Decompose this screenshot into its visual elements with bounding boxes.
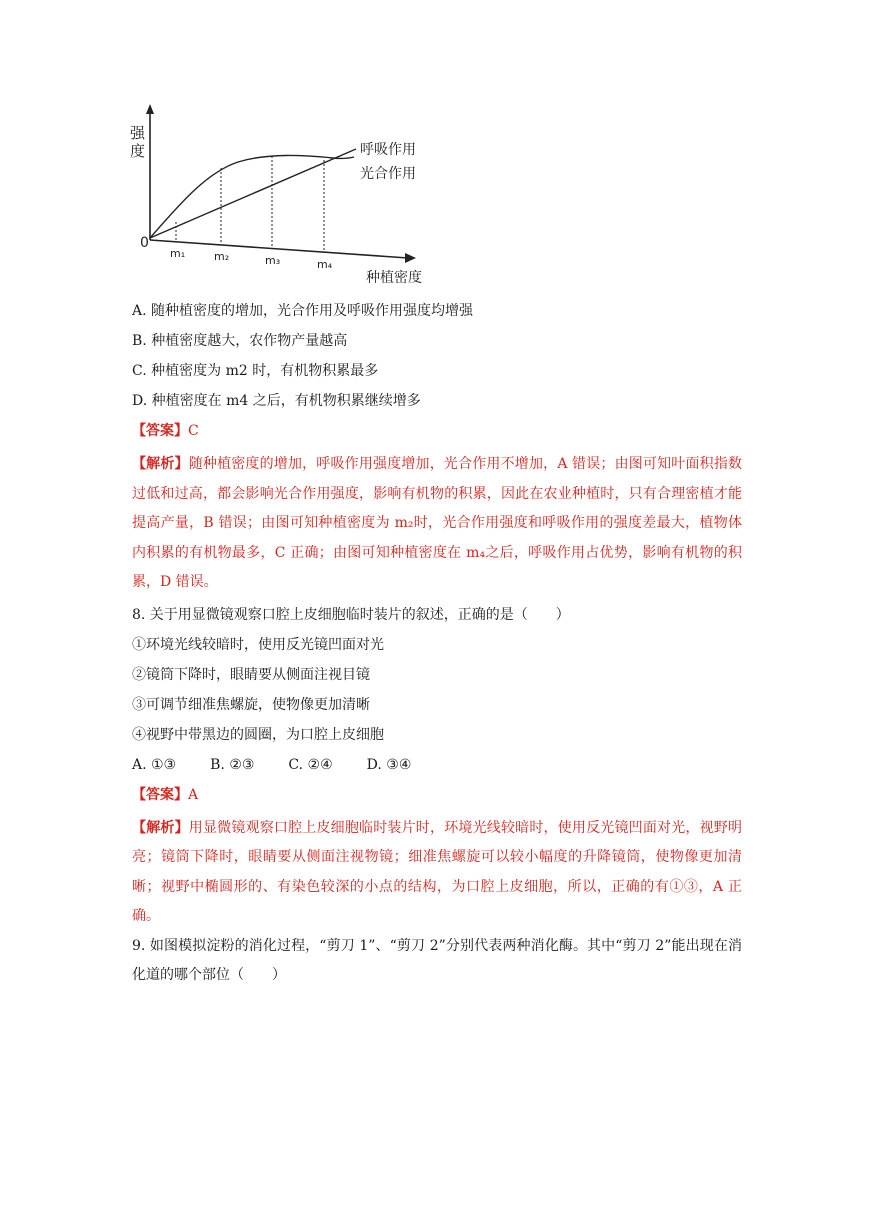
q8-answer [132,784,742,806]
q7-analysis [132,450,742,598]
tick-m3: m₃ [265,254,281,267]
q7-option-d: D. 种植密度在 m4 之后，有机物积累继续增多 [132,393,421,409]
origin-label: 0 [140,235,149,251]
q8-choice-d: D. ③④ [366,756,412,773]
q8-answer-value: A [188,786,199,803]
q8-choices [132,754,742,776]
q8-item-2: ②镜筒下降时，眼睛要从侧面注视目镜 [132,666,370,683]
q8-item-1: ①环境光线较暗时，使用反光镜凹面对光 [132,636,384,653]
label-photosynthesis: 光合作用 [360,166,416,182]
curve-photosynthesis [150,155,354,238]
figure-svg [128,100,448,290]
q9-stem: 9. 如图模拟淀粉的消化过程，“剪刀 1”、“剪刀 2”分别代表两种消化酶。其中“剪刀 2”能出现在消化道的哪个部位（ ） [132,937,742,983]
label-respiration: 呼吸作用 [360,142,416,158]
tick-m4: m₄ [317,258,333,271]
q8-choice-c: C. ②④ [288,756,333,773]
q7-answer-tag: 【答案】 [132,423,188,439]
q8-answer-tag: 【答案】 [132,786,188,803]
q7-analysis-text: 随种植密度的增加，呼吸作用强度增加，光合作用不增加，A 错误；由图可知叶面积指数过低和过高，都会影响光合作用强度，影响有机物的积累，因此在农业种植时，只有合理密植才能提高产量，B 错误；由图可知种植密度为 m₂时，光合作用强度和呼吸作用的强度差最大，植物体内积累的有机物最多，C 正确；由图可知种植密度在 m₄之后，呼吸作用占优势，影响有机物的积累，D 错误。 [132,456,743,590]
q7-analysis-tag: 【解析】 [132,456,189,472]
y-axis-arrow [146,104,154,114]
tick-m2: m₂ [214,250,230,263]
q8-analysis-text: 用显微镜观察口腔上皮细胞临时装片时，环境光线较暗时，使用反光镜凹面对光，视野明亮；镜筒下降时，眼睛要从侧面注视物镜；细准焦螺旋可以较小幅度的升降镜筒，使物像更加清晰；视野中椭圆形的、有染色较深的小点的结构，为口腔上皮细胞，所以，正确的有①③，A 正确。 [132,819,743,924]
q7-option-b: B. 种植密度越大，农作物产量越高 [132,333,348,349]
q7-answer [132,420,742,442]
q8-stem: 8. 关于用显微镜观察口腔上皮细胞临时装片的叙述，正确的是（ ） [132,606,570,623]
q8-item-4: ④视野中带黑边的圆圈，为口腔上皮细胞 [132,726,384,743]
tick-m1: m₁ [170,247,186,260]
q8-analysis [132,814,742,932]
q8-analysis-tag: 【解析】 [132,819,189,836]
q7-option-a: A. 随种植密度的增加，光合作用及呼吸作用强度均增强 [132,303,474,319]
y-label-2: 度 [130,142,146,160]
density-intensity-figure [128,100,448,290]
y-label-1: 强 [130,124,146,142]
curve-respiration [150,149,356,238]
x-axis-arrow [405,253,416,263]
q7-option-c: C. 种植密度为 m2 时，有机物积累最多 [132,363,379,379]
question-content [132,300,742,991]
q7-answer-value: C [188,423,199,439]
q8-item-3: ③可调节细准焦螺旋，使物像更加清晰 [132,696,370,713]
q8-choice-b: B. ②③ [210,756,255,773]
x-axis-label: 种植密度 [366,270,422,286]
q8-choice-a: A. ①③ [132,756,177,773]
